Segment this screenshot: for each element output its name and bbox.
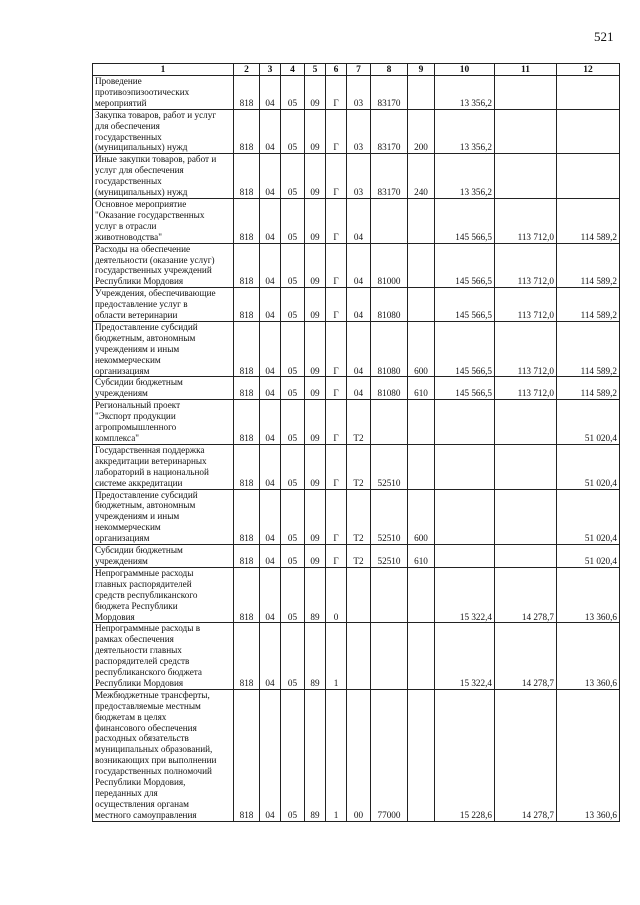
cell-col-9 [408, 243, 435, 288]
cell-col-9 [408, 689, 435, 821]
cell-col-8: 83170 [371, 154, 408, 199]
cell-col-11 [495, 545, 557, 568]
cell-col-12 [557, 154, 620, 199]
cell-col-5: 09 [305, 288, 326, 322]
cell-col-3: 04 [260, 154, 281, 199]
cell-col-11: 14 278,7 [495, 623, 557, 689]
cell-col-8: 81080 [371, 321, 408, 377]
cell-col-9 [408, 400, 435, 445]
cell-col-12: 114 589,2 [557, 377, 620, 400]
cell-col-10: 15 228,6 [435, 689, 495, 821]
cell-col-7: 03 [347, 109, 371, 154]
cell-col-9: 600 [408, 321, 435, 377]
header-cell: 6 [326, 64, 347, 76]
header-cell: 10 [435, 64, 495, 76]
cell-col-11 [495, 444, 557, 489]
cell-col-5: 09 [305, 76, 326, 110]
cell-col-8: 83170 [371, 76, 408, 110]
cell-col-8: 52510 [371, 444, 408, 489]
cell-col-10: 145 566,5 [435, 321, 495, 377]
row-name: Иные закупки товаров, работ и услуг для обеспечения государственных (муниципальных) нужд [93, 154, 234, 199]
cell-col-11 [495, 154, 557, 199]
header-cell: 3 [260, 64, 281, 76]
cell-col-9: 610 [408, 545, 435, 568]
cell-col-2: 818 [234, 444, 260, 489]
table-row [93, 444, 620, 489]
table-row [93, 623, 620, 689]
cell-col-5: 09 [305, 400, 326, 445]
cell-col-9 [408, 444, 435, 489]
cell-col-3: 04 [260, 288, 281, 322]
cell-col-6: Г [326, 489, 347, 545]
cell-col-3: 04 [260, 489, 281, 545]
header-cell: 4 [281, 64, 305, 76]
cell-col-12: 13 360,6 [557, 567, 620, 623]
cell-col-3: 04 [260, 109, 281, 154]
cell-col-11: 113 712,0 [495, 198, 557, 243]
cell-col-2: 818 [234, 377, 260, 400]
cell-col-6: Г [326, 243, 347, 288]
header-cell: 2 [234, 64, 260, 76]
row-name: Учреждения, обеспечивающие предоставление услуг в области ветеринарии [93, 288, 234, 322]
row-name: Предоставление субсидий бюджетным, автономным учреждениям и иным некоммерческим организациям [93, 489, 234, 545]
cell-col-2: 818 [234, 76, 260, 110]
cell-col-12: 114 589,2 [557, 198, 620, 243]
cell-col-4: 05 [281, 623, 305, 689]
cell-col-6: Г [326, 154, 347, 199]
cell-col-9: 240 [408, 154, 435, 199]
cell-col-6: Г [326, 444, 347, 489]
cell-col-6: Г [326, 400, 347, 445]
cell-col-3: 04 [260, 689, 281, 821]
row-name: Субсидии бюджетным учреждениям [93, 377, 234, 400]
cell-col-3: 04 [260, 400, 281, 445]
cell-col-10: 13 356,2 [435, 76, 495, 110]
cell-col-8 [371, 623, 408, 689]
cell-col-9 [408, 76, 435, 110]
cell-col-6: 1 [326, 623, 347, 689]
cell-col-12: 51 020,4 [557, 489, 620, 545]
cell-col-3: 04 [260, 444, 281, 489]
row-name: Закупка товаров, работ и услуг для обеспечения государственных (муниципальных) нужд [93, 109, 234, 154]
cell-col-8 [371, 400, 408, 445]
cell-col-8: 81000 [371, 243, 408, 288]
cell-col-4: 05 [281, 288, 305, 322]
row-name: Межбюджетные трансферты, предоставляемые местным бюджетам в целях финансового обеспечения расходных обязательств муниципальных образований, возникающих при выполнении государственных полномочий Республики Мордовия, переданных для осуществления органам местного самоуправления [93, 689, 234, 821]
cell-col-10: 145 566,5 [435, 377, 495, 400]
cell-col-8: 83170 [371, 109, 408, 154]
cell-col-9: 610 [408, 377, 435, 400]
cell-col-12: 114 589,2 [557, 243, 620, 288]
cell-col-5: 09 [305, 154, 326, 199]
cell-col-5: 09 [305, 198, 326, 243]
cell-col-7: Т2 [347, 444, 371, 489]
cell-col-5: 89 [305, 623, 326, 689]
cell-col-7: 03 [347, 154, 371, 199]
cell-col-5: 09 [305, 545, 326, 568]
cell-col-9 [408, 198, 435, 243]
table-body [93, 76, 620, 822]
header-cell: 12 [557, 64, 620, 76]
cell-col-3: 04 [260, 321, 281, 377]
cell-col-10: 145 566,5 [435, 198, 495, 243]
cell-col-8: 52510 [371, 545, 408, 568]
cell-col-5: 89 [305, 567, 326, 623]
cell-col-10 [435, 400, 495, 445]
cell-col-11: 14 278,7 [495, 567, 557, 623]
cell-col-10 [435, 444, 495, 489]
cell-col-5: 09 [305, 109, 326, 154]
cell-col-6: Г [326, 545, 347, 568]
cell-col-2: 818 [234, 243, 260, 288]
cell-col-3: 04 [260, 623, 281, 689]
cell-col-10 [435, 545, 495, 568]
cell-col-3: 04 [260, 76, 281, 110]
cell-col-12 [557, 109, 620, 154]
table-row [93, 198, 620, 243]
cell-col-5: 09 [305, 489, 326, 545]
cell-col-2: 818 [234, 489, 260, 545]
cell-col-7: 04 [347, 198, 371, 243]
header-cell: 9 [408, 64, 435, 76]
cell-col-4: 05 [281, 444, 305, 489]
cell-col-7: 04 [347, 377, 371, 400]
cell-col-11 [495, 76, 557, 110]
cell-col-7: 04 [347, 321, 371, 377]
cell-col-7: Т2 [347, 489, 371, 545]
header-cell: 8 [371, 64, 408, 76]
cell-col-6: Г [326, 377, 347, 400]
cell-col-5: 09 [305, 243, 326, 288]
cell-col-5: 89 [305, 689, 326, 821]
cell-col-2: 818 [234, 109, 260, 154]
table-row [93, 109, 620, 154]
cell-col-8 [371, 198, 408, 243]
header-row [93, 64, 620, 76]
cell-col-8: 81080 [371, 377, 408, 400]
table-row [93, 567, 620, 623]
cell-col-10: 145 566,5 [435, 243, 495, 288]
cell-col-3: 04 [260, 243, 281, 288]
cell-col-4: 05 [281, 321, 305, 377]
cell-col-7: 00 [347, 689, 371, 821]
cell-col-11: 14 278,7 [495, 689, 557, 821]
cell-col-11 [495, 489, 557, 545]
row-name: Непрограммные расходы в рамках обеспечения деятельности главных распорядителей средств республиканского бюджета Республики Мордовия [93, 623, 234, 689]
cell-col-3: 04 [260, 198, 281, 243]
cell-col-4: 05 [281, 567, 305, 623]
cell-col-12: 13 360,6 [557, 689, 620, 821]
row-name: Расходы на обеспечение деятельности (оказание услуг) государственных учреждений Республики Мордовия [93, 243, 234, 288]
cell-col-4: 05 [281, 545, 305, 568]
header-cell: 5 [305, 64, 326, 76]
table-row [93, 288, 620, 322]
cell-col-11: 113 712,0 [495, 321, 557, 377]
table-row [93, 489, 620, 545]
cell-col-4: 05 [281, 76, 305, 110]
table-row [93, 243, 620, 288]
cell-col-7: 04 [347, 288, 371, 322]
cell-col-10: 145 566,5 [435, 288, 495, 322]
cell-col-10: 15 322,4 [435, 567, 495, 623]
cell-col-8: 52510 [371, 489, 408, 545]
cell-col-2: 818 [234, 400, 260, 445]
table-row [93, 377, 620, 400]
cell-col-5: 09 [305, 321, 326, 377]
cell-col-8: 77000 [371, 689, 408, 821]
cell-col-7: 04 [347, 243, 371, 288]
header-cell: 7 [347, 64, 371, 76]
cell-col-2: 818 [234, 689, 260, 821]
cell-col-12: 114 589,2 [557, 288, 620, 322]
cell-col-11 [495, 109, 557, 154]
cell-col-4: 05 [281, 243, 305, 288]
cell-col-10: 15 322,4 [435, 623, 495, 689]
cell-col-9: 200 [408, 109, 435, 154]
cell-col-7 [347, 567, 371, 623]
cell-col-2: 818 [234, 321, 260, 377]
header-cell: 1 [93, 64, 234, 76]
cell-col-10: 13 356,2 [435, 109, 495, 154]
table-row [93, 545, 620, 568]
cell-col-2: 818 [234, 567, 260, 623]
row-name: Государственная поддержка аккредитации ветеринарных лабораторий в национальной системе аккредитации [93, 444, 234, 489]
cell-col-4: 05 [281, 154, 305, 199]
row-name: Региональный проект "Экспорт продукции агропромышленного комплекса" [93, 400, 234, 445]
cell-col-12: 51 020,4 [557, 400, 620, 445]
row-name: Субсидии бюджетным учреждениям [93, 545, 234, 568]
table-row [93, 76, 620, 110]
table-row [93, 689, 620, 821]
cell-col-4: 05 [281, 489, 305, 545]
budget-table [92, 63, 620, 822]
cell-col-12: 51 020,4 [557, 545, 620, 568]
cell-col-2: 818 [234, 288, 260, 322]
cell-col-9: 600 [408, 489, 435, 545]
cell-col-5: 09 [305, 444, 326, 489]
cell-col-11 [495, 400, 557, 445]
cell-col-2: 818 [234, 545, 260, 568]
cell-col-7: Т2 [347, 400, 371, 445]
cell-col-6: Г [326, 76, 347, 110]
cell-col-6: 0 [326, 567, 347, 623]
cell-col-7 [347, 623, 371, 689]
header-cell: 11 [495, 64, 557, 76]
cell-col-4: 05 [281, 400, 305, 445]
cell-col-6: Г [326, 109, 347, 154]
cell-col-10: 13 356,2 [435, 154, 495, 199]
cell-col-8: 81080 [371, 288, 408, 322]
cell-col-2: 818 [234, 154, 260, 199]
cell-col-3: 04 [260, 377, 281, 400]
cell-col-5: 09 [305, 377, 326, 400]
cell-col-9 [408, 288, 435, 322]
cell-col-11: 113 712,0 [495, 243, 557, 288]
cell-col-11: 113 712,0 [495, 288, 557, 322]
cell-col-9 [408, 567, 435, 623]
cell-col-6: 1 [326, 689, 347, 821]
row-name: Проведение противоэпизоотических мероприятий [93, 76, 234, 110]
cell-col-12 [557, 76, 620, 110]
cell-col-12: 51 020,4 [557, 444, 620, 489]
cell-col-9 [408, 623, 435, 689]
cell-col-3: 04 [260, 567, 281, 623]
table-row [93, 154, 620, 199]
row-name: Непрограммные расходы главных распорядителей средств республиканского бюджета Республики Мордовия [93, 567, 234, 623]
row-name: Основное мероприятие "Оказание государственных услуг в отрасли животноводства" [93, 198, 234, 243]
cell-col-12: 114 589,2 [557, 321, 620, 377]
cell-col-6: Г [326, 198, 347, 243]
cell-col-4: 05 [281, 377, 305, 400]
cell-col-2: 818 [234, 198, 260, 243]
cell-col-7: 03 [347, 76, 371, 110]
cell-col-10 [435, 489, 495, 545]
cell-col-3: 04 [260, 545, 281, 568]
cell-col-6: Г [326, 321, 347, 377]
table-row [93, 321, 620, 377]
cell-col-8 [371, 567, 408, 623]
cell-col-6: Г [326, 288, 347, 322]
cell-col-12: 13 360,6 [557, 623, 620, 689]
cell-col-2: 818 [234, 623, 260, 689]
cell-col-7: Т2 [347, 545, 371, 568]
table-row [93, 400, 620, 445]
cell-col-4: 05 [281, 109, 305, 154]
cell-col-11: 113 712,0 [495, 377, 557, 400]
cell-col-4: 05 [281, 689, 305, 821]
row-name: Предоставление субсидий бюджетным, автономным учреждениям и иным некоммерческим организациям [93, 321, 234, 377]
page-number: 521 [594, 29, 614, 44]
cell-col-4: 05 [281, 198, 305, 243]
